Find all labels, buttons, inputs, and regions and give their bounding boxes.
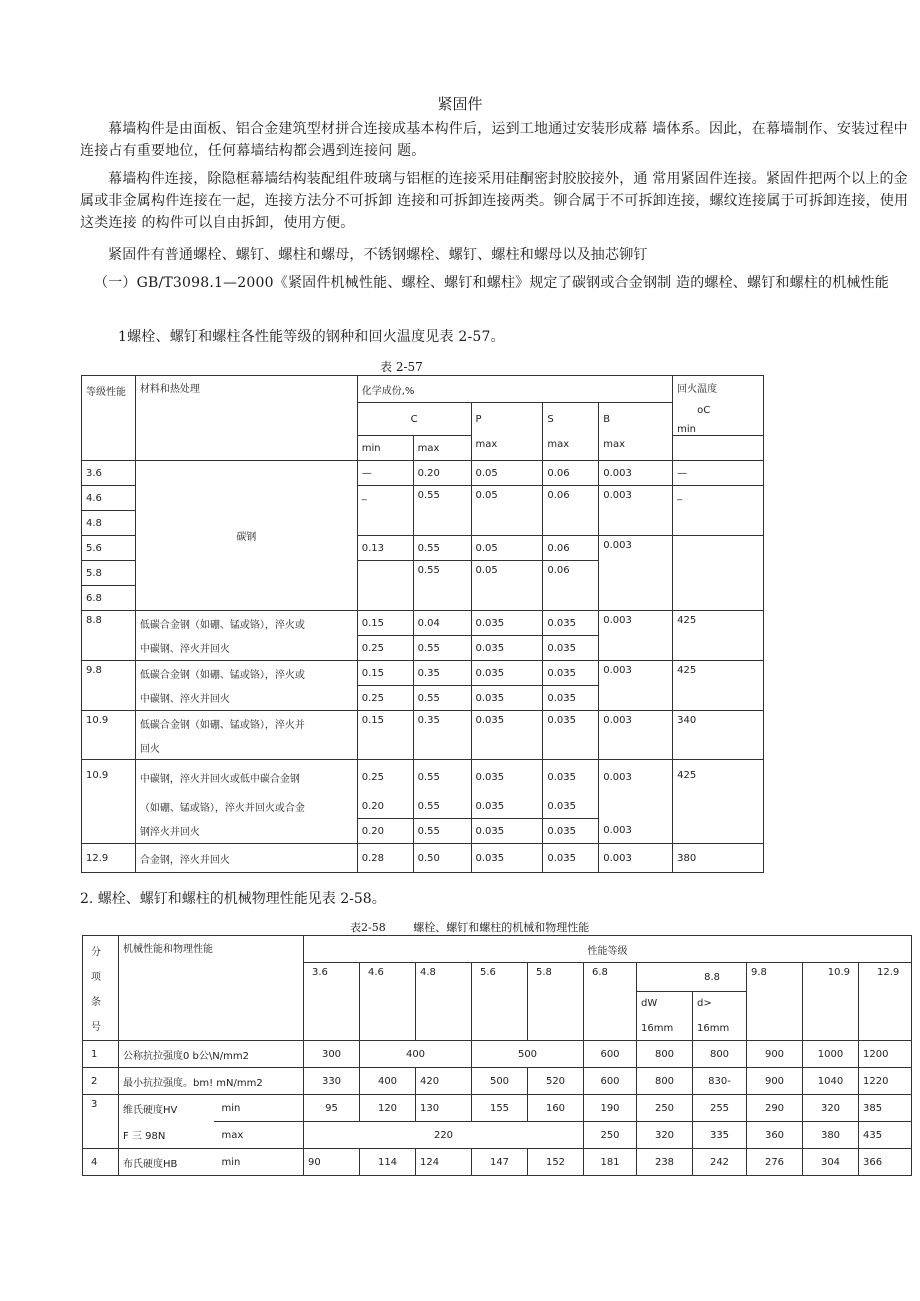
page-title: 紧固件 (437, 95, 483, 113)
table-row: 3 维氏硬度HV min 95 120 130 155 160 190 250 255 290 320 385 (83, 1095, 912, 1122)
header-P: P max (471, 403, 543, 461)
table-row: 回火 (82, 735, 764, 760)
table-row: 5.8 0.55 0.05 0.06 (82, 561, 764, 586)
table-2-58-caption: 表2-58 螺栓、螺钉和螺柱的机械和物理性能 (350, 921, 590, 934)
grade-8-8-gt16: d> 16mm (693, 992, 747, 1041)
header-grade: 等级性能 (82, 376, 136, 461)
section-2-heading: 2. 螺栓、螺钉和螺柱的机械物理性能见表 2-58。 (80, 891, 386, 907)
paragraph-table57-ref: 1螺栓、螺钉和螺柱各性能等级的钢种和回火温度见表 2-57。 (118, 329, 505, 345)
grade-8-8-le16: dW 16mm (637, 992, 693, 1041)
table-row: （如硼、锰或铬），淬火并回火或合金 0.20 0.55 0.035 0.035 (82, 794, 764, 819)
table-row: 钢淬火并回火 0.20 0.55 0.035 0.035 0.003 (82, 819, 764, 844)
header-c-max: max (413, 436, 471, 461)
header-temp: 回火温度 oC min (673, 376, 764, 436)
table-row: 3.6 碳钢 — 0.20 0.05 0.06 0.003 — (82, 461, 764, 486)
header-chem: 化学成份,% (357, 376, 672, 403)
header-material: 材料和热处理 (135, 376, 357, 461)
table-row: 8.8 低碳合金钢（如硼、锰或铬），淬火或 0.15 0.04 0.035 0.035 0.003 425 (82, 611, 764, 636)
paragraph-connection: 幕墙构件连接，除隐框幕墙结构装配组件玻璃与铝框的连接采用硅酮密封胶胶接外，通 常用紧固件连接。紧固件把两个以上的金属或非金属构件连接在一起，连接方法分不可拆卸 连接和可拆卸连接两类。铆合属于不可拆卸连接，螺纹连接属于可拆卸连接，使用这类连接 的构件可以自由拆卸，使用方便。 (80, 171, 909, 231)
table-row: 4 布氏硬度HB min 90 114 124 147 152 181 238 242 276 304 366 (83, 1149, 912, 1176)
carbon-steel-cell: 碳钢 (135, 461, 357, 611)
table-row: 中碳钢、淬火并回火 0.25 0.55 0.035 0.035 (82, 636, 764, 661)
table-row: F 三 98N max 220 250 320 335 360 380 435 (83, 1122, 912, 1149)
table-row: 2 最小抗拉强度。bm! mN/mm2 330 400 420 500 520 600 800 830- 900 1040 1220 (83, 1068, 912, 1095)
paragraph-fastener-types: 紧固件有普通螺栓、螺钉、螺柱和螺母，不锈钢螺栓、螺钉、螺柱和螺母以及抽芯铆钉 (108, 247, 648, 263)
table-row: 10.9 中碳钢，淬火并回火或低中碳合金钢 0.25 0.55 0.035 0.035 0.003 425 (82, 760, 764, 795)
table-row: 10.9 低碳合金钢（如硼、锰或铬），淬火并 0.15 0.35 0.035 0.035 0.003 340 (82, 711, 764, 736)
header-c-min: min (357, 436, 413, 461)
table-2-57-caption: 表 2-57 (380, 360, 423, 374)
header-grade: 性能等级 (304, 936, 912, 963)
header-property: 机械性能和物理性能 (119, 936, 304, 1041)
header-B: B max (599, 403, 673, 461)
table-2-58: 分 项 条 号 机械性能和物理性能 性能等级 3.6 4.6 4.8 5.6 5.8 6.8 8.8 9.8 10.9 12.9 dW 16mm d> 16mm 1 公称抗拉强度0 b公\N/mm2 300 400 500 600 800 800 900 1000 1200 2 最小抗拉强度。bm! mN/mm2 330 400 420 500 520 600 800 830- 900 1040 1220 3 维氏硬度HV min 95 120 130 155 160 190 250 255 290 320 385 F 三 98N max 220 250 320 335 360 380 435 4 布氏硬度HB min 90 114 124 147 152 181 238 242 276 304 366 (82, 935, 912, 1176)
table-row: 6.8 (82, 586, 764, 611)
table-row: 9.8 低碳合金钢（如硼、锰或铬），淬火或 0.15 0.35 0.035 0.035 0.003 425 (82, 661, 764, 686)
paragraph-standard: （一）GB/T3098.1—2000《紧固件机械性能、螺栓、螺钉和螺柱》规定了碳钢或合金钢制 造的螺栓、螺钉和螺柱的机械性能 (94, 275, 889, 291)
table-row: 5.6 0.13 0.55 0.05 0.06 0.003 (82, 536, 764, 561)
table-row: 4.8 (82, 511, 764, 536)
table-row: 中碳钢、淬火并回火 0.25 0.55 0.035 0.035 (82, 686, 764, 711)
header-S: S max (543, 403, 599, 461)
paragraph-intro: 幕墙构件是由面板、铝合金建筑型材拼合连接成基本构件后，运到工地通过安装形成幕 墙体系。因此，在幕墙制作、安装过程中连接占有重要地位，任何幕墙结构都会遇到连接问 题。 (80, 121, 908, 159)
table-row: 12.9 合金钢，淬火并回火 0.28 0.50 0.035 0.035 0.003 380 (82, 844, 764, 873)
table-2-57 (81, 375, 764, 873)
table-row: 1 公称抗拉强度0 b公\N/mm2 300 400 500 600 800 800 900 1000 1200 (83, 1041, 912, 1068)
header-item-no: 分 项 条 号 (83, 936, 119, 1041)
table-row: 4.6 _ 0.55 0.05 0.06 0.003 _ (82, 486, 764, 511)
header-C: C (357, 403, 471, 436)
